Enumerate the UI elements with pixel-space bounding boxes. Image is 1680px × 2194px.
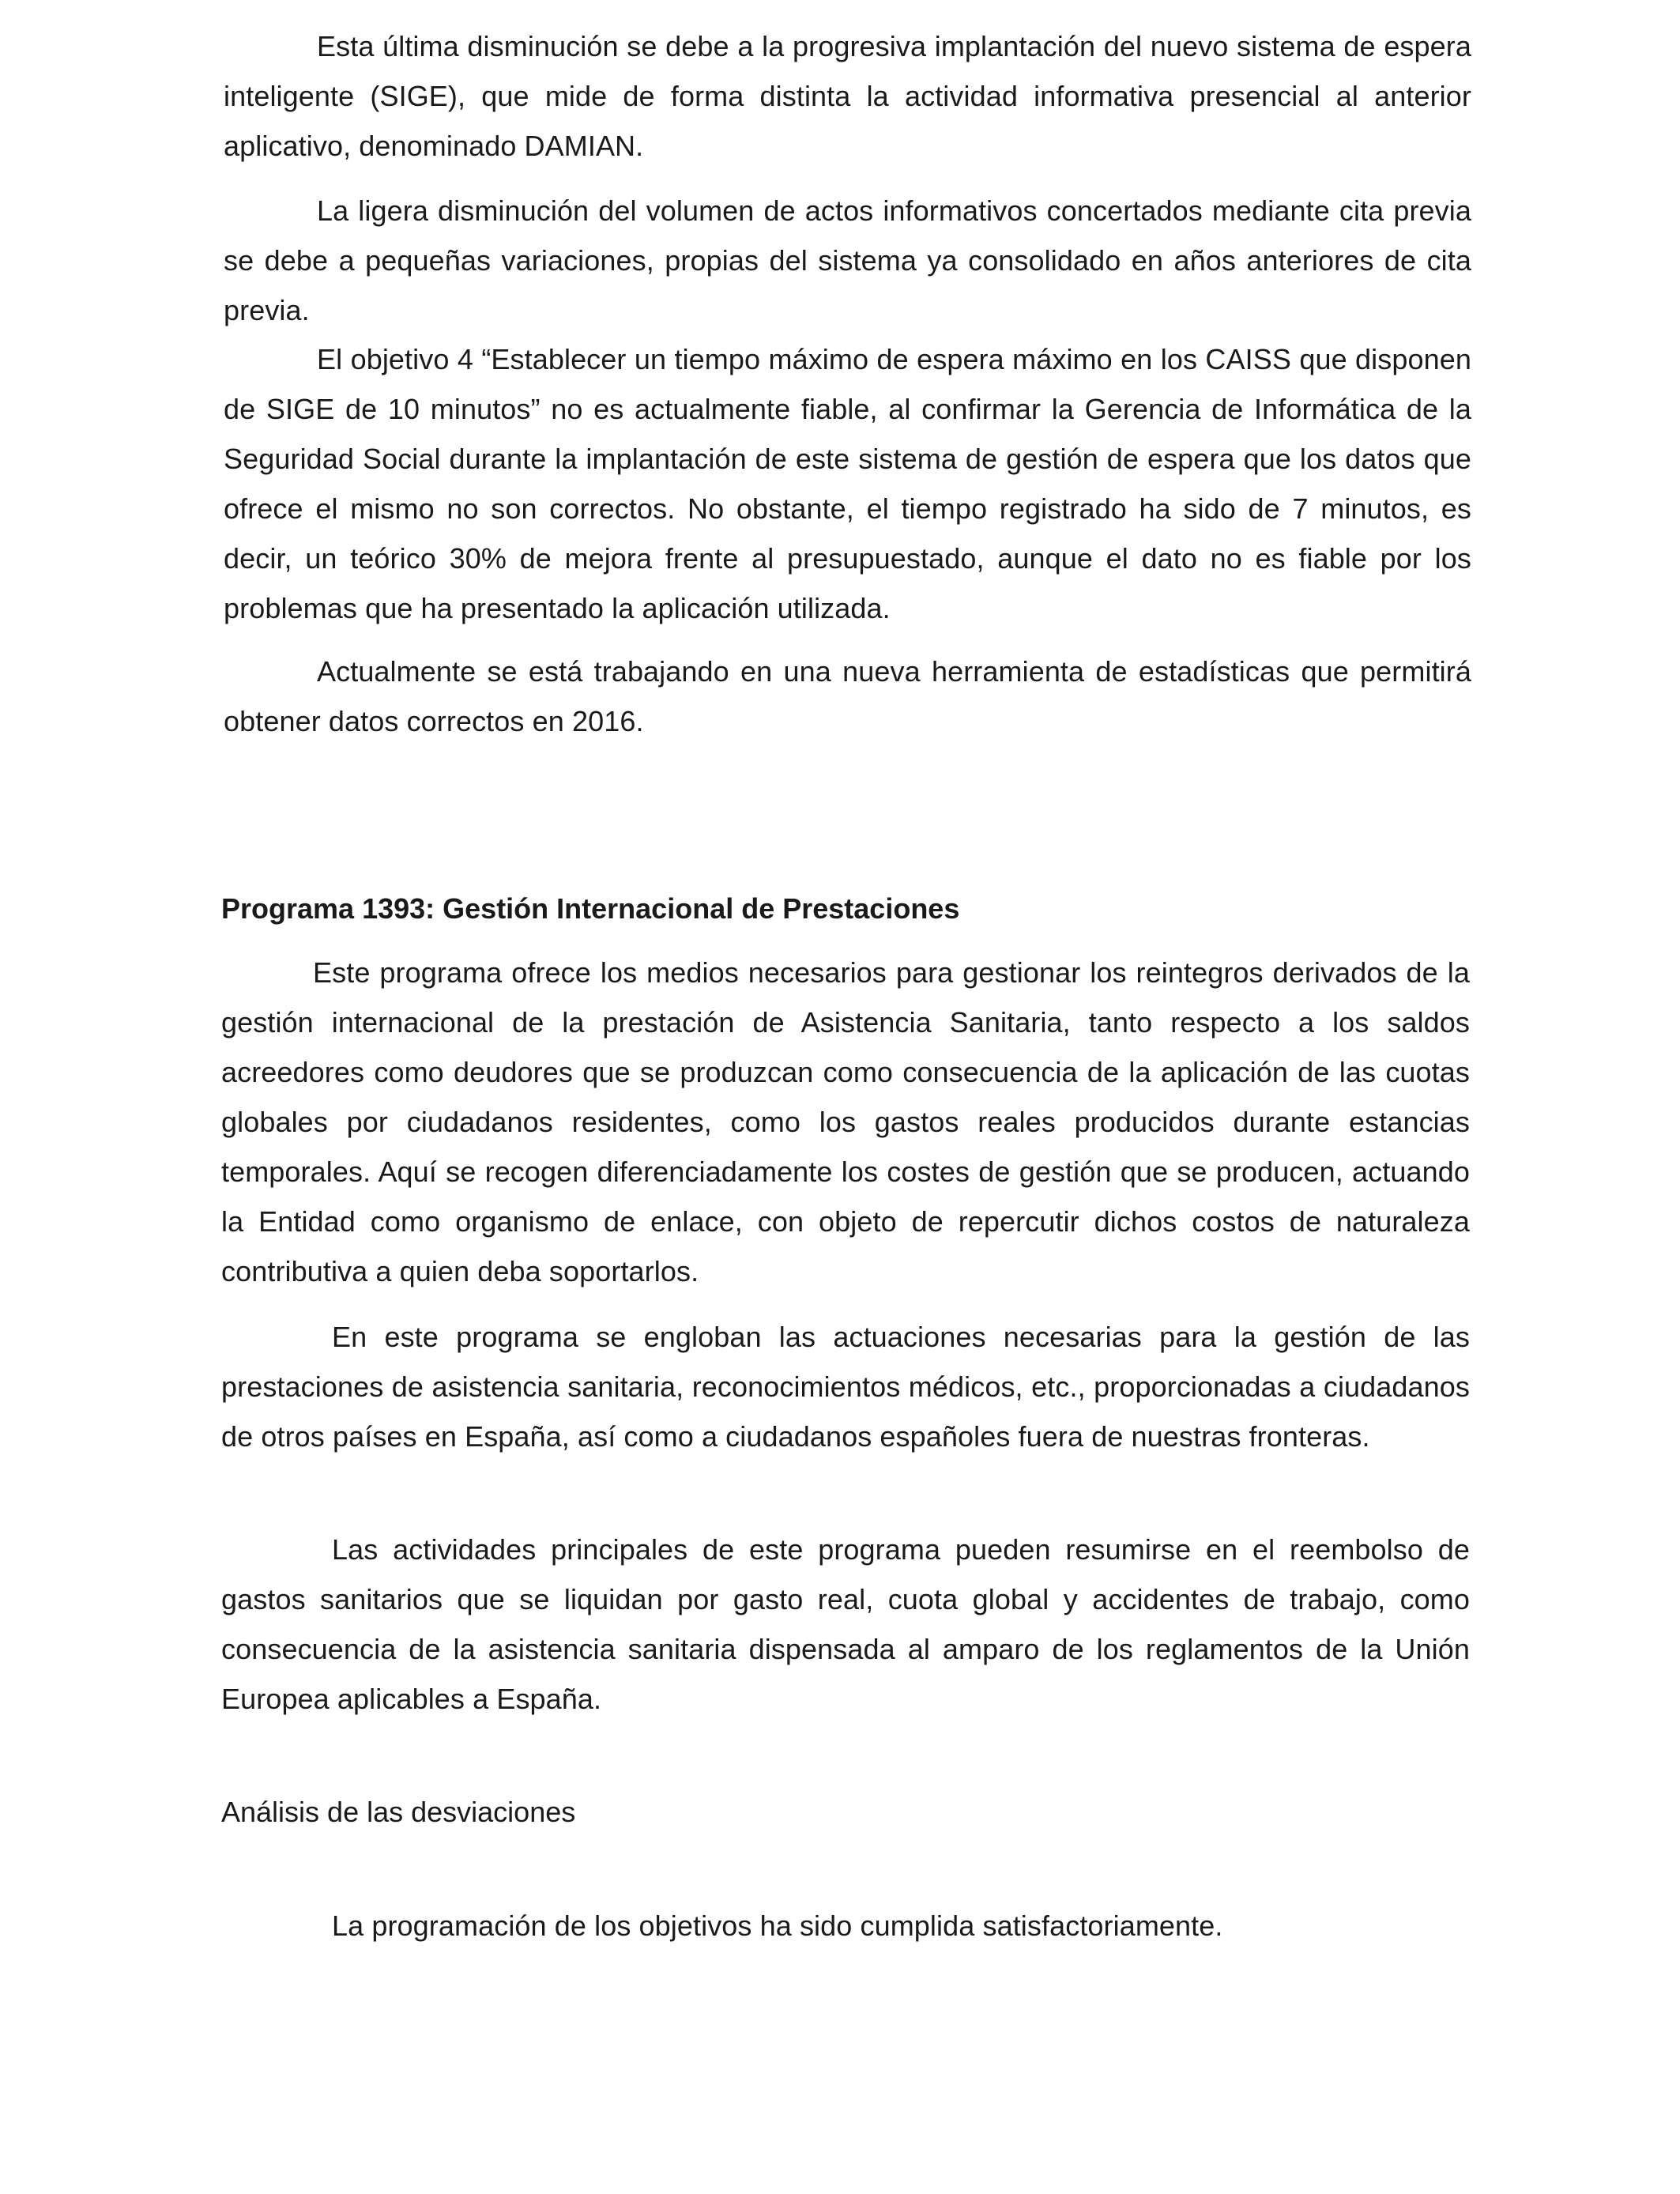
paragraph-cita-previa: La ligera disminución del volumen de actos informativos concertados mediante cita previa se debe a pequeñas variaciones, propias del sistema ya consolidado en años anteriores de cita previa. (224, 194, 1471, 326)
paragraph-conclusion: La programación de los objetivos ha sido cumplida satisfactoriamente. (332, 1909, 1223, 1942)
paragraph-actividades: Las actividades principales de este programa pueden resumirse en el reembolso de gastos sanitarios que se liquidan por gasto real, cuota global y accidentes de trabajo, como consecuencia de la asistencia sanitaria dispensada al amparo de los reglamentos de la Unión Europea aplicables a España. (221, 1533, 1470, 1715)
paragraph-herramienta-estadisticas: Actualmente se está trabajando en una nueva herramienta de estadísticas que permitirá obtener datos correctos en 2016. (224, 655, 1471, 737)
paragraph-objetivo-4: El objetivo 4 “Establecer un tiempo máximo de espera máximo en los CAISS que disponen de SIGE de 10 minutos” no es actualmente fiable, al confirmar la Gerencia de Informática de la Seguridad Social durante la implantación de este sistema de gestión de espera que los datos que ofrece el mismo no son correctos. No obstante, el tiempo registrado ha sido de 7 minutos, es decir, un teórico 30% de mejora frente al presupuestado, aunque el dato no es fiable por los problemas que ha presentado la aplicación utilizada. (224, 343, 1471, 624)
paragraph-programa-descripcion: Este programa ofrece los medios necesarios para gestionar los reintegros derivados de la gestión internacional de la prestación de Asistencia Sanitaria, tanto respecto a los saldos acreedores como deudores que se produzcan como consecuencia de la aplicación de las cuotas globales por ciudadanos residentes, como los gastos reales producidos durante estancias temporales. Aquí se recogen diferenciadamente los costes de gestión que se producen, actuando la Entidad como organismo de enlace, con objeto de repercutir dichos costos de naturaleza contributiva a quien deba soportarlos. (221, 956, 1470, 1287)
paragraph-sige: Esta última disminución se debe a la progresiva implantación del nuevo sistema de espera inteligente (SIGE), que mide de forma distinta la actividad informativa presencial al anterior aplicativo, denominado DAMIAN. (224, 30, 1471, 162)
subheading-analisis: Análisis de las desviaciones (221, 1796, 576, 1828)
paragraph-actuaciones: En este programa se engloban las actuaciones necesarias para la gestión de las prestaciones de asistencia sanitaria, reconocimientos médicos, etc., proporcionadas a ciudadanos de otros países en España, así como a ciudadanos españoles fuera de nuestras fronteras. (221, 1321, 1470, 1453)
section-title: Programa 1393: Gestión Internacional de Prestaciones (221, 892, 960, 925)
